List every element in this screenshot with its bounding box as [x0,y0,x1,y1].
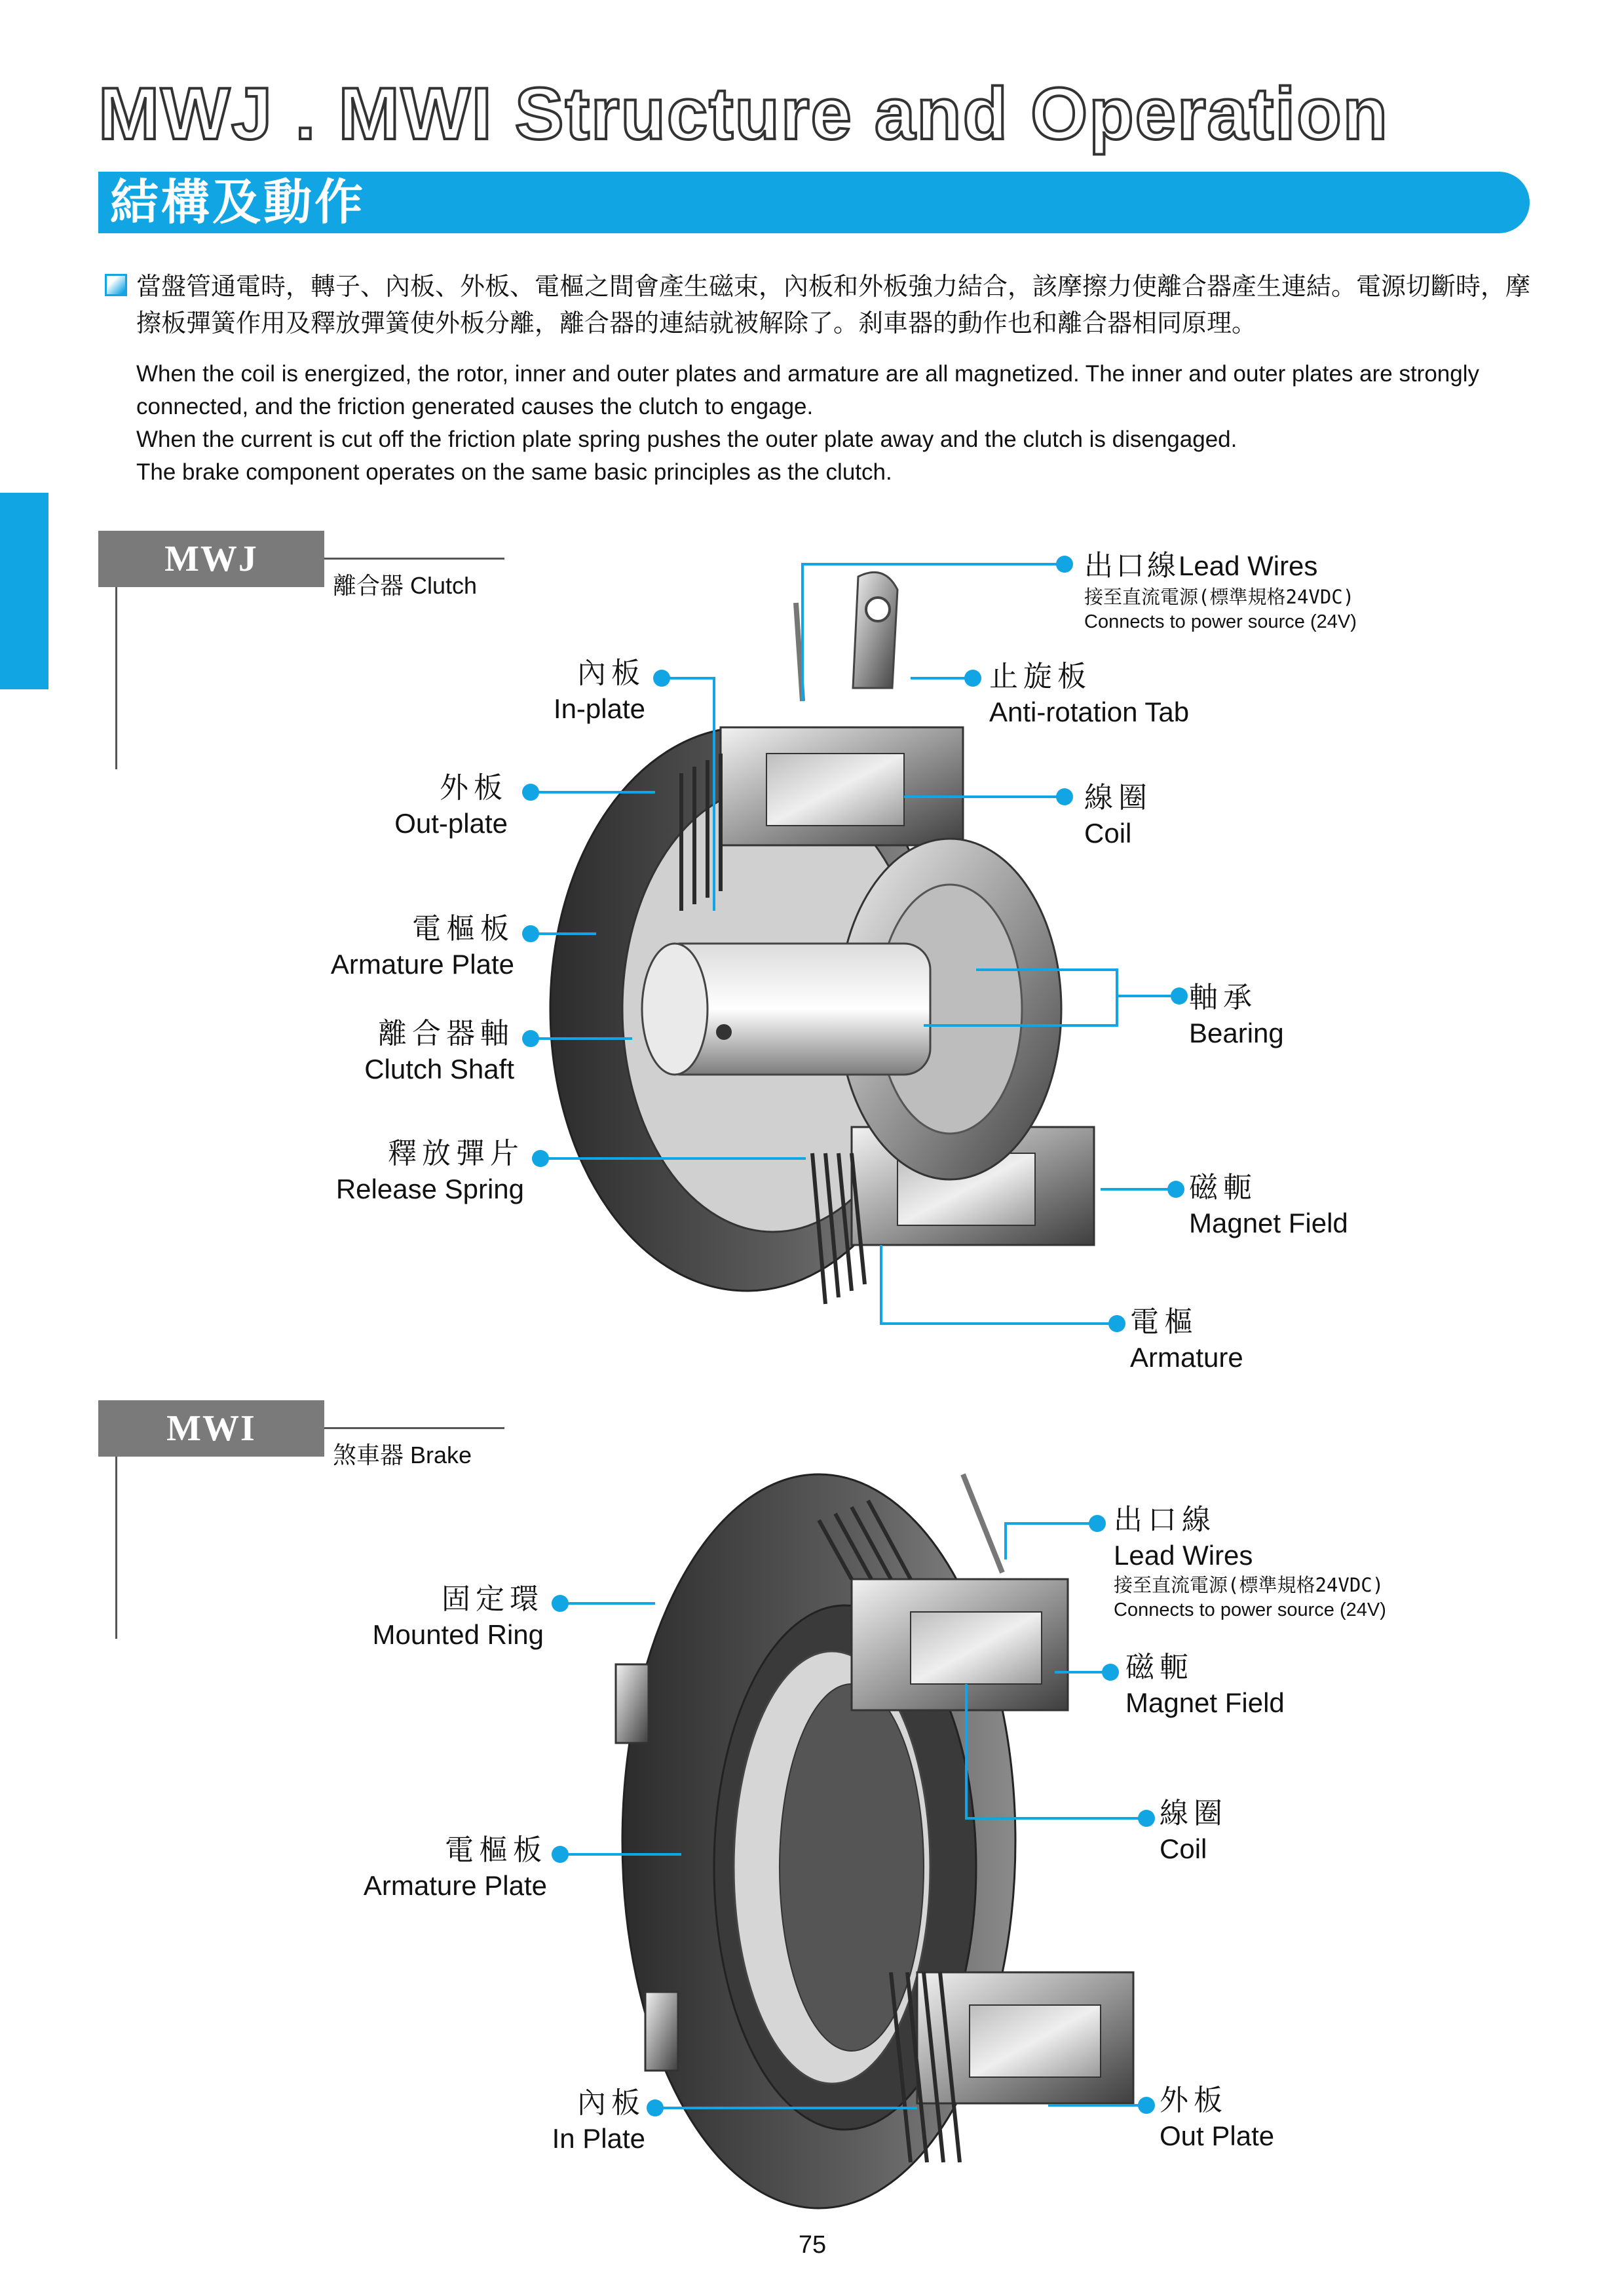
page-number: 75 [798,2231,827,2259]
mwj-label-armature-plate: 電樞板 Armature Plate [330,913,514,980]
intro-english-line: The brake component operates on the same basic principles as the clutch. [136,459,892,485]
mwj-label-coil: 線圈 Coil [1084,782,1152,849]
mwj-label-lead-wires: 出口線Lead Wires 接至直流電源(標準規格24VDC) Connects to power source (24V) [1084,550,1357,632]
mwi-section-vrule [115,1457,117,1639]
intro-english-line: When the coil is energized, the rotor, inner and outer plates and armature are all magnetized. The inner and outer plates are strongly connected, and the friction generated causes the clutch to engage. [136,361,1479,419]
mwi-lead-wire [963,1474,1002,1573]
mwi-section-tag: MWI [98,1400,324,1457]
mwi-section-rule [324,1427,504,1429]
mwi-mounting-lug [645,1992,678,2071]
banner-title: 結構及動作 [110,175,366,229]
mwj-label-bearing: 軸承 Bearing [1189,982,1284,1048]
mwj-anti-rotation-tab [853,572,897,688]
mwj-section-subtitle: 離合器 Clutch [333,572,478,599]
mwi-coil-bottom [970,2005,1101,2077]
mwi-mounting-lug [616,1664,649,1743]
mwj-label-anti-rotation-tab: 止旋板 Anti-rotation Tab [989,660,1190,727]
mwi-brake-illustration [616,1474,1133,2208]
mwi-label-magnet-field: 磁軛 Magnet Field [1125,1651,1285,1718]
mwj-label-out-plate: 外板 Out-plate [394,772,508,839]
mwi-label-armature-plate: 電樞板 Armature Plate [363,1834,547,1901]
mwj-label-magnet-field: 磁軛 Magnet Field [1189,1172,1348,1238]
mwj-label-clutch-shaft: 離合器軸 Clutch Shaft [364,1018,514,1084]
intro-english-line: When the current is cut off the friction plate spring pushes the outer plate away and the clutch is disengaged. [136,427,1237,452]
mwj-label-armature: 電樞 Armature [1130,1306,1243,1373]
mwj-section-tag: MWJ [98,531,324,587]
mwj-label-in-plate: 內板 In-plate [553,657,645,724]
mwi-label-mounted-ring: 固定環 Mounted Ring [372,1583,544,1650]
mwi-label-in-plate: 內板 In Plate [552,2087,645,2154]
mwj-label-release-spring: 釋放彈片 Release Spring [335,1138,524,1204]
mwi-label-coil: 線圈 Coil [1160,1797,1228,1864]
page-title: MWJ . MWI Structure and Operation [98,73,1389,155]
mwi-label-lead-wires: 出口線 Lead Wires 接至直流電源(標準規格24VDC) Connects to power source (24V) [1114,1504,1386,1620]
intro-chinese-paragraph: 當盤管通電時，轉子、內板、外板、電樞之間會產生磁束，內板和外板強力結合，該摩擦力使離合器產生連結。電源切斷時，摩擦板彈簧作用及釋放彈簧使外板分離，離合器的連結就被解除了。刹車器的動作也和離合器相同原理。 [136,273,1531,337]
mwi-section-subtitle: 煞車器 Brake [333,1442,472,1468]
mwi-label-out-plate: 外板 Out Plate [1160,2084,1275,2151]
mwj-coil-top [766,754,904,826]
mwj-section-vrule [115,587,117,769]
mwj-section-rule [324,558,504,560]
mwi-coil-top [911,1612,1042,1684]
